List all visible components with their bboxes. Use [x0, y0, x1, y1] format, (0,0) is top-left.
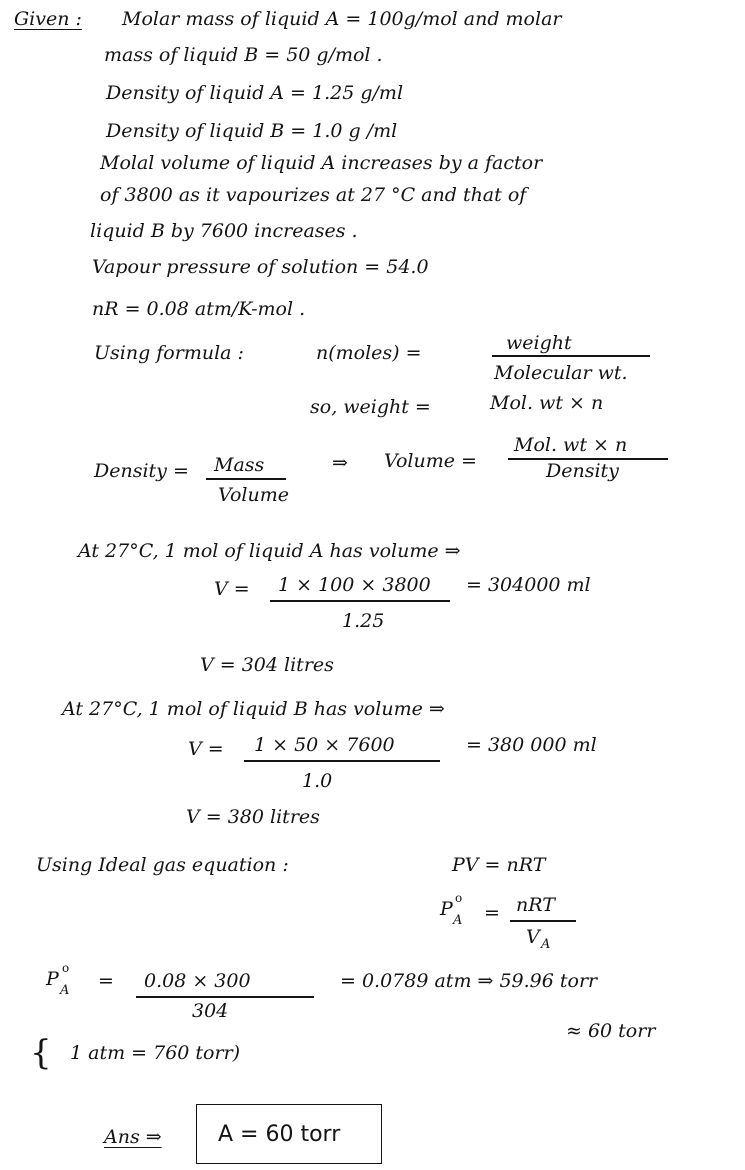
given-line-6: of 3800 as it vapourizes at 27 °C and that of — [100, 184, 527, 206]
density-lhs: Density = — [94, 460, 189, 482]
given-label: Given : — [14, 8, 82, 30]
liquid-b-fraction-bar — [244, 760, 440, 762]
ideal-gas-numerator: nRT — [516, 894, 555, 916]
volume-denominator: Density — [546, 460, 619, 482]
given-line-7: liquid B by 7600 increases . — [90, 220, 358, 242]
liquid-b-statement: At 27°C, 1 mol of liquid B has volume ⇒ — [62, 698, 445, 720]
ideal-gas-fraction-bar — [510, 920, 576, 922]
density-numerator: Mass — [214, 454, 265, 476]
liquid-a-v-denominator: 1.25 — [342, 610, 385, 632]
ideal-gas-pa-subscript: A — [453, 913, 463, 928]
liquid-a-statement: At 27°C, 1 mol of liquid A has volume ⇒ — [78, 540, 461, 562]
volume-numerator: Mol. wt × n — [514, 434, 628, 456]
ideal-gas-lead: Using Ideal gas equation : — [36, 854, 289, 876]
ideal-gas-denominator-sub: A — [541, 937, 551, 952]
liquid-a-fraction-bar — [270, 600, 450, 602]
weight-lhs: so, weight = — [310, 396, 431, 418]
liquid-b-v-lhs: V = — [188, 738, 224, 760]
calc-pa: P — [46, 968, 59, 990]
liquid-b-v-litres: V = 380 litres — [186, 806, 320, 828]
implies-arrow: ⇒ — [332, 452, 348, 474]
liquid-b-v-result: = 380 000 ml — [466, 734, 597, 756]
ideal-gas-equation: PV = nRT — [452, 854, 546, 876]
note-brace: { — [30, 1033, 52, 1073]
liquid-b-v-denominator: 1.0 — [302, 770, 333, 792]
calc-result: = 0.0789 atm ⇒ 59.96 torr — [340, 970, 598, 992]
formula-denominator: Molecular wt. — [494, 362, 628, 384]
weight-rhs: Mol. wt × n — [490, 392, 604, 414]
ideal-gas-denominator-v: V — [526, 926, 540, 948]
density-fraction-bar — [206, 478, 286, 480]
ideal-gas-pa: P — [440, 898, 453, 920]
given-line-9: nR = 0.08 atm/K-mol . — [92, 298, 306, 320]
calc-pa-subscript: A — [60, 983, 70, 998]
calc-equals: = — [98, 970, 114, 992]
calc-numerator: 0.08 × 300 — [144, 970, 251, 992]
calc-pa-superscript: o — [62, 961, 70, 975]
calc-fraction-bar — [136, 996, 314, 998]
answer-label: Ans ⇒ — [104, 1126, 162, 1148]
formula-numerator: weight — [506, 332, 572, 354]
given-line-5: Molal volume of liquid A increases by a factor — [100, 152, 543, 174]
given-line-4: Density of liquid B = 1.0 g /ml — [106, 120, 398, 142]
calc-denominator: 304 — [192, 1000, 229, 1022]
liquid-a-v-lhs: V = — [214, 578, 250, 600]
formula-lhs: n(moles) = — [316, 342, 422, 364]
density-denominator: Volume — [218, 484, 289, 506]
liquid-a-v-numerator: 1 × 100 × 3800 — [278, 574, 431, 596]
given-line-1: Molar mass of liquid A = 100g/mol and molar — [122, 8, 562, 30]
liquid-a-v-result: = 304000 ml — [466, 574, 591, 596]
calc-approx: ≈ 60 torr — [566, 1020, 656, 1042]
answer-value: A = 60 torr — [218, 1122, 341, 1147]
ideal-gas-equals: = — [484, 902, 500, 924]
formula-lead: Using formula : — [94, 342, 244, 364]
volume-lhs: Volume = — [384, 450, 477, 472]
given-line-8: Vapour pressure of solution = 54.0 — [92, 256, 429, 278]
note-text: 1 atm = 760 torr) — [70, 1042, 241, 1064]
formula-fraction-bar — [492, 355, 650, 357]
given-line-3: Density of liquid A = 1.25 g/ml — [106, 82, 404, 104]
liquid-a-v-litres: V = 304 litres — [200, 654, 334, 676]
given-line-2: mass of liquid B = 50 g/mol . — [104, 44, 383, 66]
ideal-gas-pa-superscript: o — [455, 891, 463, 905]
liquid-b-v-numerator: 1 × 50 × 7600 — [254, 734, 395, 756]
